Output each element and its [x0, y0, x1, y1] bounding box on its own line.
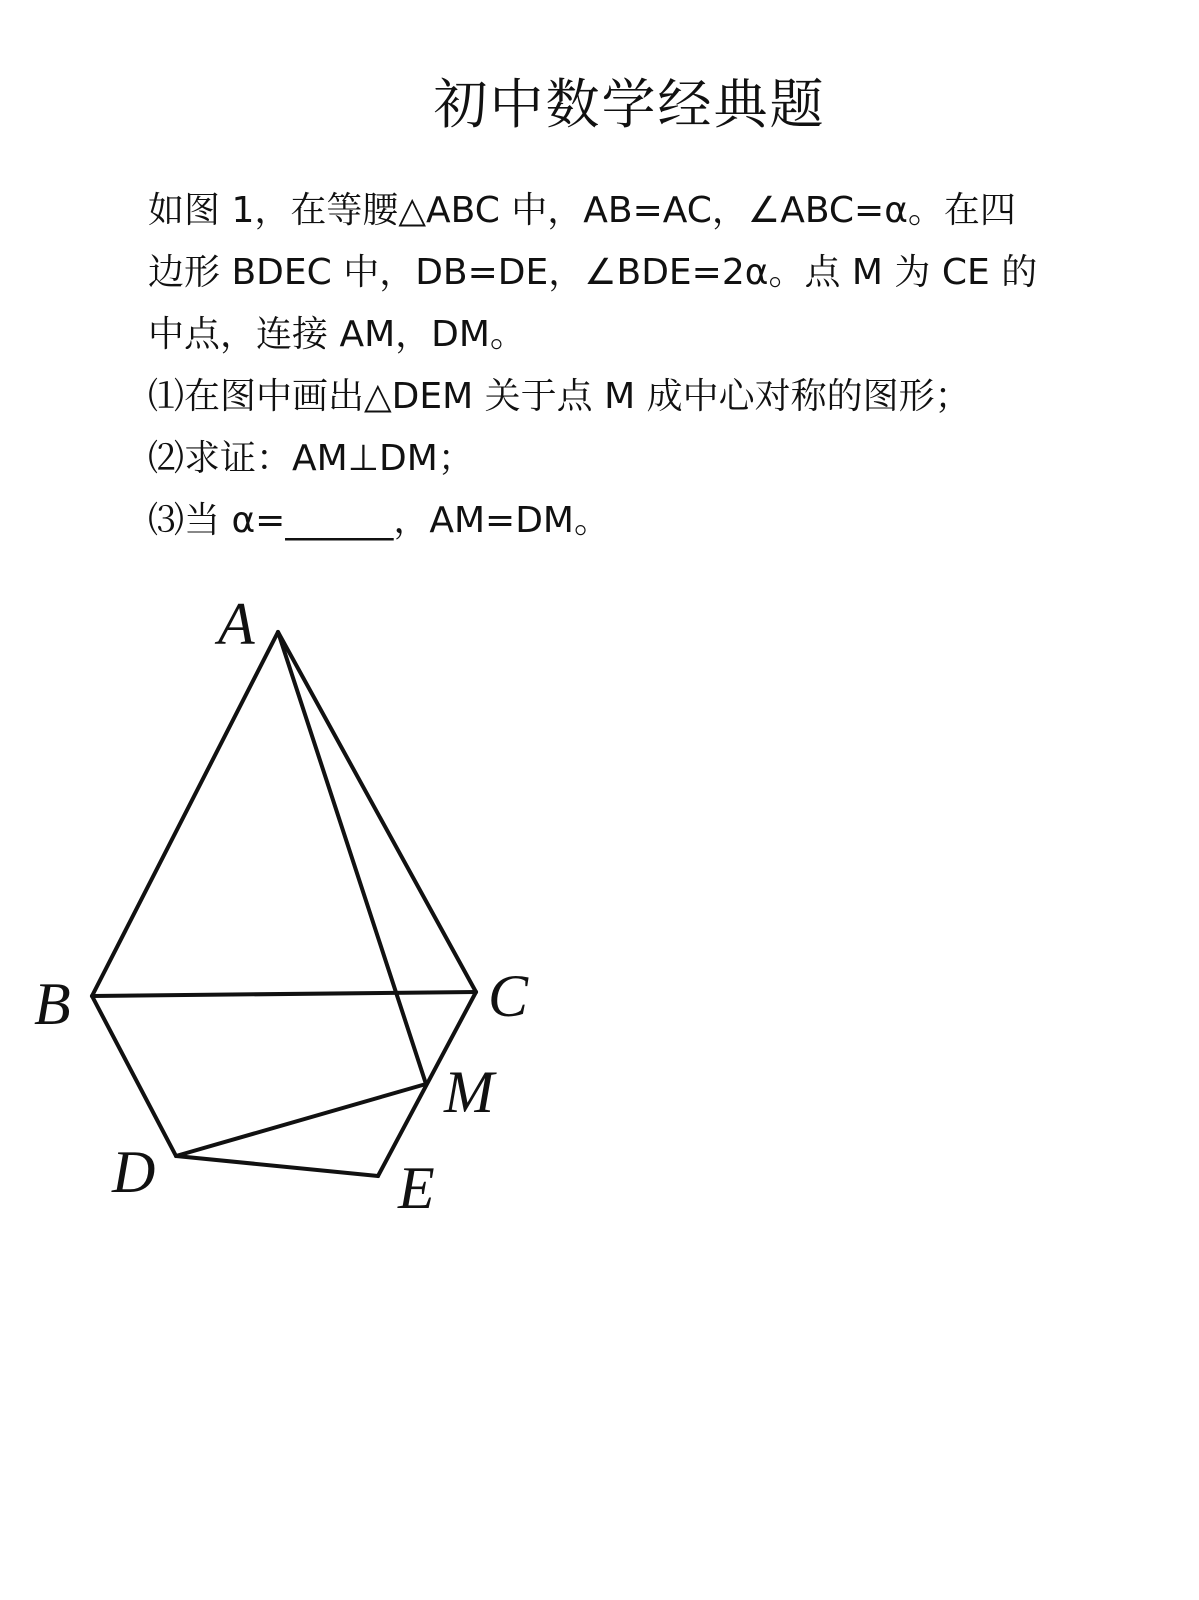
label-D: D [112, 1139, 156, 1205]
segment-BD [92, 996, 176, 1156]
question-1: ⑴在图中画出△DEM 关于点 M 成中心对称的图形； [148, 376, 971, 417]
question-3: ⑶当 α=______，AM=DM。 [148, 500, 610, 541]
segment-DE [176, 1156, 378, 1176]
problem-line: 如图 1，在等腰△ABC 中，AB=AC，∠ABC=α。在四 [148, 190, 1016, 231]
page-title: 初中数学经典题 [433, 73, 826, 136]
segment-DM [176, 1084, 426, 1156]
question-2: ⑵求证：AM⊥DM； [148, 438, 474, 479]
label-A: A [218, 591, 255, 657]
problem-statement [148, 180, 1048, 552]
label-B: B [34, 971, 71, 1037]
label-C: C [488, 963, 529, 1029]
problem-line: 边形 BDEC 中，DB=DE，∠BDE=2α。点 M 为 CE 的 [148, 252, 1038, 293]
label-E: E [398, 1155, 435, 1221]
problem-line: 中点，连接 AM，DM。 [148, 314, 526, 355]
label-M: M [444, 1059, 494, 1125]
segment-BC [92, 992, 476, 996]
segment-AB [92, 632, 278, 996]
geometry-figure [0, 560, 600, 1240]
